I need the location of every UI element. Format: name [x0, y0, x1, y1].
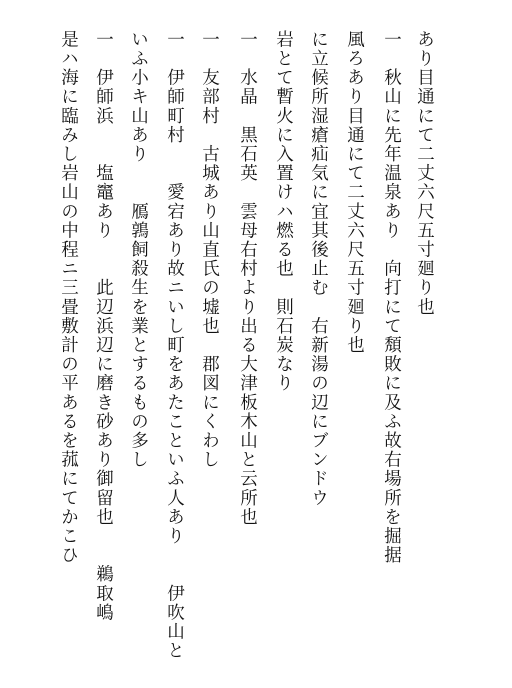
text-line-5: 岩とて暫火に入置けハ燃る也 則石炭なり	[273, 30, 294, 393]
text-line-9: いふ小キ山あり 鴈鶉飼殺生を業とするもの多し	[128, 30, 149, 470]
text-line-7: 一 友部村 古城あり山直氏の墟也 郡図にくわし	[199, 30, 220, 470]
text-line-6: 一 水晶 黒石英 雲母右村より出る大津板木山と云所也	[237, 30, 258, 527]
text-line-3: 風ろあり目通にて二丈六尺五寸廻り也	[344, 30, 365, 355]
text-line-2: 一 秋山に先年温泉あり 向打にて頽敗に及ふ故右場所を掘据	[381, 30, 402, 565]
text-line-11: 是ハ海に臨みし岩山の中程ニ三畳敷計の平あるを菰にてかこひ	[58, 30, 79, 565]
text-line-8: 一 伊師町村 愛宕あり故ニいし町をあたこといふ人あり 伊吹山と	[164, 30, 185, 661]
text-line-1: あり目通にて二丈六尺五寸廻り也	[414, 30, 435, 317]
text-line-4: に立候所湿瘡疝気に宜其後止む 右新湯の辺にブンドウ	[308, 30, 329, 508]
text-line-10: 一 伊師浜 塩竈あり 此辺浜辺に磨き砂あり御留也 鵜取嶋	[93, 30, 114, 623]
